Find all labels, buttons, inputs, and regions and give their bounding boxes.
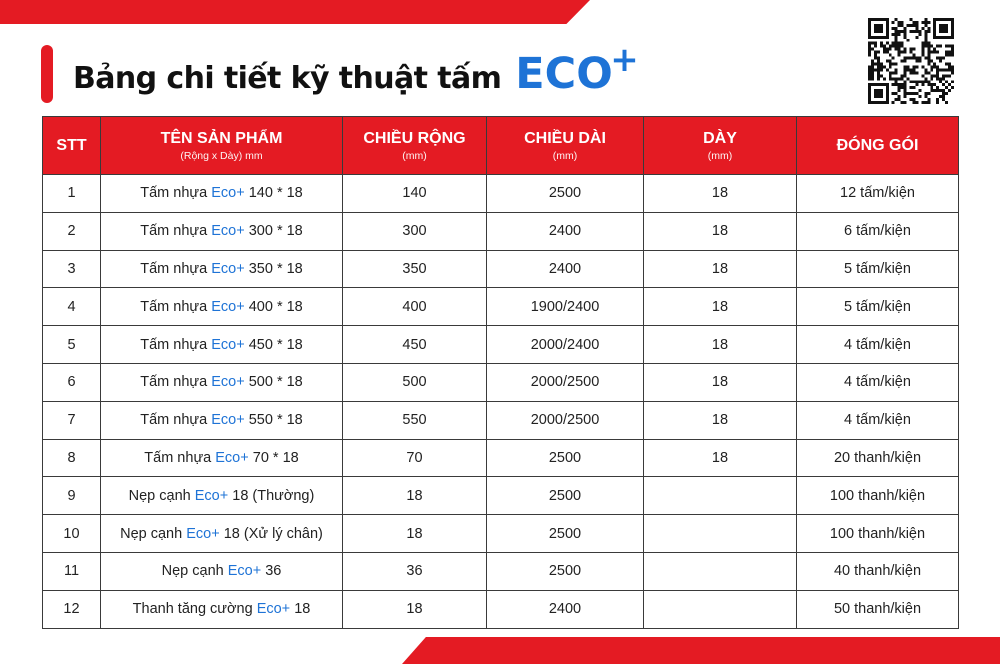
cell-product-name bbox=[101, 175, 343, 213]
cell-thickness bbox=[644, 552, 797, 590]
cell-packing: 5 tấm/kiện bbox=[797, 288, 959, 326]
product-name-brand: Eco+ bbox=[215, 449, 249, 466]
table-row bbox=[43, 439, 959, 477]
cell-width: 18 bbox=[343, 590, 487, 628]
cell-length: 2000/2400 bbox=[487, 326, 644, 364]
cell-packing: 6 tấm/kiện bbox=[797, 212, 959, 250]
product-name-prefix: Nẹp cạnh bbox=[120, 525, 183, 542]
cell-stt: 6 bbox=[43, 363, 101, 401]
cell-product-name bbox=[101, 212, 343, 250]
product-name-brand: Eco+ bbox=[186, 525, 220, 542]
cell-length: 2400 bbox=[487, 212, 644, 250]
product-name-brand: Eco+ bbox=[211, 336, 245, 353]
cell-width: 70 bbox=[343, 439, 487, 477]
product-name-prefix: Thanh tăng cường bbox=[132, 601, 253, 618]
qr-code-icon bbox=[868, 18, 954, 104]
cell-stt: 9 bbox=[43, 477, 101, 515]
brand-logo-text bbox=[515, 40, 639, 106]
product-name-spec: 140 * 18 bbox=[248, 185, 303, 202]
cell-thickness bbox=[644, 515, 797, 553]
page-title-text: Bảng chi tiết kỹ thuật tấm bbox=[73, 61, 502, 96]
cell-width: 400 bbox=[343, 288, 487, 326]
col-header-thickness: DÀY (mm) bbox=[644, 117, 797, 175]
spec-table-container bbox=[42, 116, 958, 629]
cell-thickness: 18 bbox=[644, 288, 797, 326]
cell-width: 18 bbox=[343, 515, 487, 553]
product-name-spec: 300 * 18 bbox=[248, 223, 303, 240]
table-row bbox=[43, 212, 959, 250]
product-name-prefix: Tấm nhựa bbox=[140, 223, 208, 240]
cell-product-name bbox=[101, 439, 343, 477]
cell-packing: 20 thanh/kiện bbox=[797, 439, 959, 477]
product-name-brand: Eco+ bbox=[211, 374, 245, 391]
cell-packing: 12 tấm/kiện bbox=[797, 175, 959, 213]
cell-width: 140 bbox=[343, 175, 487, 213]
product-name-prefix: Tấm nhựa bbox=[140, 185, 208, 202]
table-row bbox=[43, 552, 959, 590]
cell-length: 2000/2500 bbox=[487, 363, 644, 401]
cell-stt: 12 bbox=[43, 590, 101, 628]
table-row bbox=[43, 477, 959, 515]
cell-product-name bbox=[101, 363, 343, 401]
product-name-spec: 36 bbox=[265, 563, 282, 580]
cell-thickness bbox=[644, 590, 797, 628]
cell-product-name bbox=[101, 590, 343, 628]
product-name-spec: 500 * 18 bbox=[248, 374, 303, 391]
cell-length: 2500 bbox=[487, 439, 644, 477]
cell-length: 2400 bbox=[487, 250, 644, 288]
cell-width: 350 bbox=[343, 250, 487, 288]
table-row bbox=[43, 363, 959, 401]
product-name-spec: 550 * 18 bbox=[248, 412, 303, 429]
cell-length: 2000/2500 bbox=[487, 401, 644, 439]
product-name-brand: Eco+ bbox=[211, 298, 245, 315]
product-name-spec: 350 * 18 bbox=[248, 260, 303, 277]
product-name-spec: 18 (Thường) bbox=[232, 487, 315, 504]
product-name-prefix: Tấm nhựa bbox=[140, 412, 208, 429]
brand-name: ECO bbox=[515, 49, 613, 99]
product-name-spec: 450 * 18 bbox=[248, 336, 303, 353]
table-row bbox=[43, 250, 959, 288]
table-row bbox=[43, 590, 959, 628]
product-name-prefix: Tấm nhựa bbox=[140, 336, 208, 353]
page-title bbox=[73, 40, 639, 106]
table-row bbox=[43, 326, 959, 364]
product-name-spec: 18 (Xử lý chân) bbox=[223, 525, 323, 542]
product-name-brand: Eco+ bbox=[227, 563, 262, 580]
cell-stt: 8 bbox=[43, 439, 101, 477]
col-header-width: CHIỀU RỘNG (mm) bbox=[343, 117, 487, 175]
bottom-decor-band bbox=[402, 637, 1000, 664]
cell-thickness: 18 bbox=[644, 363, 797, 401]
cell-product-name bbox=[101, 552, 343, 590]
cell-length: 2400 bbox=[487, 590, 644, 628]
cell-length: 2500 bbox=[487, 515, 644, 553]
product-name-spec: 70 * 18 bbox=[252, 449, 299, 466]
product-name-prefix: Tấm nhựa bbox=[140, 260, 208, 277]
cell-length: 2500 bbox=[487, 477, 644, 515]
col-header-length: CHIỀU DÀI (mm) bbox=[487, 117, 644, 175]
title-accent-bar bbox=[41, 45, 53, 103]
col-header-stt: STT bbox=[43, 117, 101, 175]
cell-width: 450 bbox=[343, 326, 487, 364]
cell-stt: 10 bbox=[43, 515, 101, 553]
product-name-prefix: Tấm nhựa bbox=[140, 374, 208, 391]
cell-product-name bbox=[101, 326, 343, 364]
cell-stt: 4 bbox=[43, 288, 101, 326]
table-row bbox=[43, 515, 959, 553]
product-name-brand: Eco+ bbox=[256, 601, 291, 618]
cell-packing: 100 thanh/kiện bbox=[797, 477, 959, 515]
cell-thickness: 18 bbox=[644, 175, 797, 213]
top-decor-band bbox=[0, 0, 590, 24]
spec-table bbox=[42, 116, 959, 629]
cell-thickness: 18 bbox=[644, 250, 797, 288]
cell-length: 1900/2400 bbox=[487, 288, 644, 326]
cell-stt: 5 bbox=[43, 326, 101, 364]
product-name-prefix: Tấm nhựa bbox=[144, 449, 212, 466]
cell-packing: 4 tấm/kiện bbox=[797, 326, 959, 364]
table-row bbox=[43, 288, 959, 326]
cell-width: 36 bbox=[343, 552, 487, 590]
table-row bbox=[43, 401, 959, 439]
cell-product-name bbox=[101, 515, 343, 553]
product-name-brand: Eco+ bbox=[211, 223, 245, 240]
col-header-packing: ĐÓNG GÓI bbox=[797, 117, 959, 175]
product-name-spec: 400 * 18 bbox=[248, 298, 303, 315]
cell-width: 300 bbox=[343, 212, 487, 250]
cell-product-name bbox=[101, 288, 343, 326]
product-name-brand: Eco+ bbox=[194, 487, 229, 504]
product-name-prefix: Tấm nhựa bbox=[140, 298, 208, 315]
cell-thickness: 18 bbox=[644, 212, 797, 250]
product-name-prefix: Nẹp cạnh bbox=[128, 487, 191, 504]
cell-stt: 11 bbox=[43, 552, 101, 590]
col-header-name: TÊN SẢN PHẨM (Rộng x Dày) mm bbox=[101, 117, 343, 175]
product-name-spec: 18 bbox=[294, 601, 311, 618]
cell-packing: 100 thanh/kiện bbox=[797, 515, 959, 553]
product-name-brand: Eco+ bbox=[211, 185, 245, 202]
cell-stt: 3 bbox=[43, 250, 101, 288]
cell-product-name bbox=[101, 250, 343, 288]
cell-packing: 4 tấm/kiện bbox=[797, 401, 959, 439]
cell-packing: 50 thanh/kiện bbox=[797, 590, 959, 628]
cell-thickness bbox=[644, 477, 797, 515]
cell-packing: 40 thanh/kiện bbox=[797, 552, 959, 590]
cell-length: 2500 bbox=[487, 552, 644, 590]
cell-thickness: 18 bbox=[644, 326, 797, 364]
product-name-brand: Eco+ bbox=[211, 412, 245, 429]
product-name-prefix: Nẹp cạnh bbox=[161, 563, 224, 580]
cell-product-name bbox=[101, 477, 343, 515]
cell-stt: 7 bbox=[43, 401, 101, 439]
cell-packing: 5 tấm/kiện bbox=[797, 250, 959, 288]
table-header-row bbox=[43, 117, 959, 175]
cell-width: 550 bbox=[343, 401, 487, 439]
cell-width: 500 bbox=[343, 363, 487, 401]
cell-stt: 1 bbox=[43, 175, 101, 213]
cell-thickness: 18 bbox=[644, 439, 797, 477]
brand-plus: + bbox=[610, 40, 639, 80]
cell-product-name bbox=[101, 401, 343, 439]
cell-thickness: 18 bbox=[644, 401, 797, 439]
product-name-brand: Eco+ bbox=[211, 260, 245, 277]
table-row bbox=[43, 175, 959, 213]
cell-length: 2500 bbox=[487, 175, 644, 213]
cell-packing: 4 tấm/kiện bbox=[797, 363, 959, 401]
cell-width: 18 bbox=[343, 477, 487, 515]
cell-stt: 2 bbox=[43, 212, 101, 250]
